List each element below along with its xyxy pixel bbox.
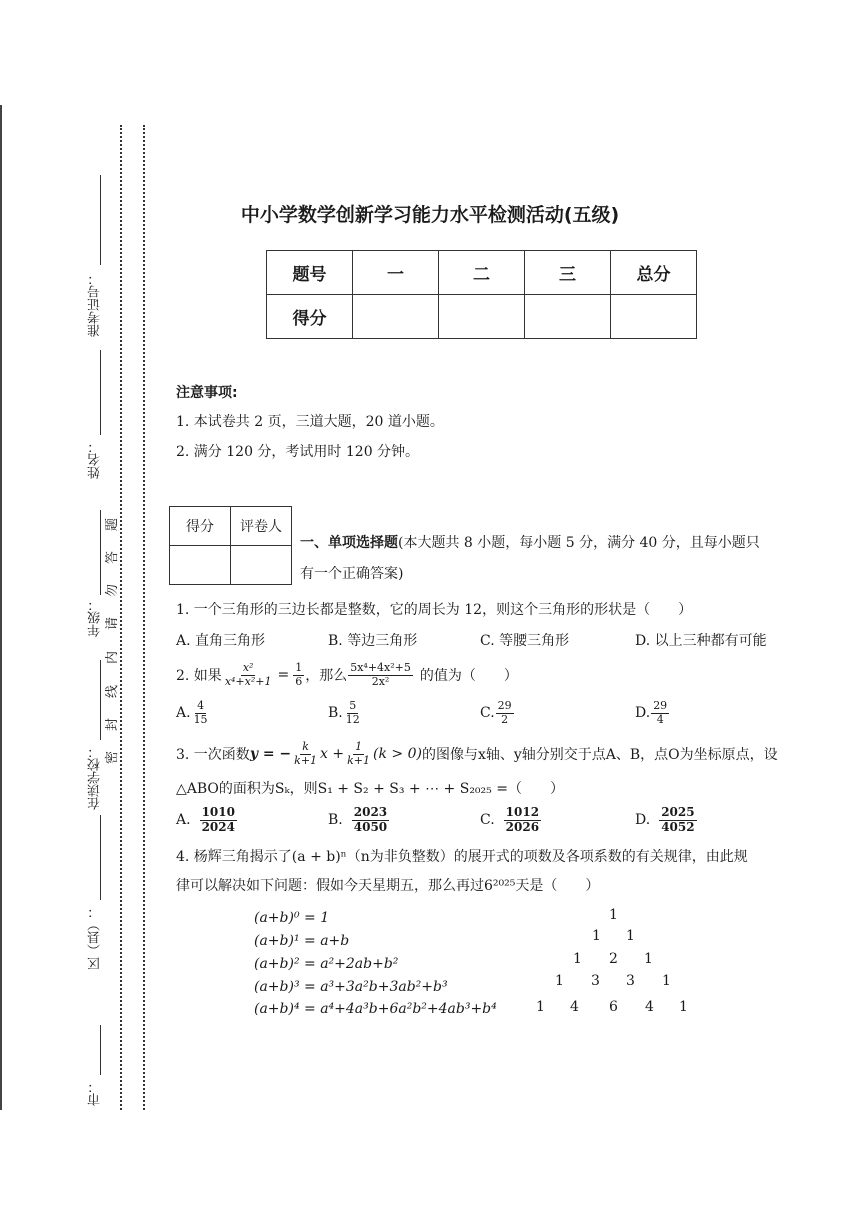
name-rule[interactable] (100, 350, 101, 435)
score-table (266, 250, 697, 339)
pascal-number: 4 (570, 999, 579, 1015)
q2-stem (176, 662, 518, 688)
score-input-cell[interactable] (439, 295, 525, 339)
pascal-number: 1 (573, 951, 582, 967)
grader-score-input[interactable] (170, 546, 231, 585)
seal-char: 内 (105, 650, 121, 665)
grader-score-label: 得分 (170, 507, 231, 546)
q3-option-c[interactable] (480, 806, 542, 835)
q1-option-d[interactable]: D. 以上三种都有可能 (635, 633, 767, 649)
fraction-numerator: 2025 (661, 805, 695, 819)
q2-option-d[interactable] (635, 700, 670, 726)
pascal-number: 1 (536, 999, 545, 1015)
fraction-denominator: 2026 (505, 819, 540, 834)
fraction-numerator: 1012 (505, 805, 540, 819)
score-table-cell: 题号 (267, 251, 353, 295)
pascal-number: 1 (626, 928, 635, 944)
q2-fraction-3 (348, 662, 413, 688)
fraction-numerator: 29 (497, 699, 512, 712)
score-table-cell: 二 (439, 251, 525, 295)
fraction-denominator: 4 (656, 712, 664, 726)
dotted-seal-line-2 (143, 125, 145, 1110)
option-fraction (659, 806, 696, 835)
q2-suffix: 的值为（ ） (419, 668, 518, 685)
q3-option-a[interactable] (176, 806, 238, 835)
fraction-denominator: x⁴+x²+1 (224, 674, 272, 688)
option-fraction (192, 700, 210, 726)
expansion-row: (a+b)³ = a³+3a²b+3ab²+b³ (254, 979, 448, 995)
district-rule[interactable] (100, 815, 101, 900)
seal-char: 线 (105, 684, 121, 699)
fraction-denominator: 2 (501, 712, 509, 726)
q3-func-b: x + (320, 746, 345, 763)
pascal-number: 3 (591, 973, 600, 989)
q3-option-b[interactable] (328, 806, 390, 835)
exam-id-label: 准考证号： (88, 272, 103, 337)
q2-fraction-1 (223, 662, 274, 688)
option-label: A. (176, 705, 191, 722)
fraction-denominator: 4052 (661, 819, 695, 834)
q3-line2: △ABO的面积为Sₖ，则S₁ + S₂ + S₃ + ⋯ + S₂₀₂₅ =（ ） (176, 781, 564, 797)
city-label: 市： (88, 1080, 103, 1106)
option-label: A. (176, 812, 191, 829)
fraction-numerator: 1 (355, 740, 363, 753)
section1-heading: 一、单项选择题 (300, 535, 398, 551)
fraction-numerator: 1010 (201, 805, 235, 819)
pascal-number: 4 (645, 999, 654, 1015)
score-table-cell: 三 (525, 251, 611, 295)
section1-desc: (本大题共 8 小题，每小题 5 分，满分 40 分，且每小题只 (398, 535, 760, 551)
fraction-numerator: 4 (197, 699, 205, 712)
city-rule[interactable] (100, 1025, 101, 1075)
option-fraction (651, 700, 669, 726)
option-fraction (504, 806, 541, 835)
seal-char: 密 (105, 750, 121, 765)
section1-desc-2: 有一个正确答案) (300, 566, 404, 582)
margin-line-left (0, 105, 2, 1110)
grader-table (169, 506, 292, 585)
q3-func-a: y = − (249, 746, 292, 763)
grader-name-input[interactable] (231, 546, 292, 585)
district-label: 区（县）： (88, 905, 103, 970)
option-label: C. (480, 812, 495, 829)
seal-char: 题 (105, 517, 121, 532)
option-fraction (200, 806, 237, 835)
q3-rest: 的图像与x轴、y轴分别交于点A、B，点O为坐标原点，设 (421, 747, 778, 764)
score-table-cell: 一 (353, 251, 439, 295)
fraction-numerator: 29 (653, 699, 668, 712)
grade-label: 年级： (88, 598, 103, 637)
fraction-numerator: x² (242, 661, 254, 674)
fraction-denominator: k+1 (294, 753, 318, 767)
option-label: D. (635, 812, 651, 829)
q2-option-b[interactable] (328, 700, 363, 726)
expansion-row: (a+b)¹ = a+b (254, 933, 350, 949)
q2-option-a[interactable] (176, 700, 211, 726)
grader-label: 评卷人 (231, 507, 292, 546)
q4-line2: 律可以解决如下问题：假如今天星期五，那么再过6²⁰²⁵天是（ ） (176, 878, 600, 894)
pascal-number: 1 (662, 973, 671, 989)
q3-fraction-c (345, 741, 372, 767)
fraction-denominator: 2024 (201, 819, 235, 834)
page-title: 中小学数学创新学习能力水平检测活动(五级) (240, 204, 620, 226)
score-input-cell[interactable] (525, 295, 611, 339)
score-row-label: 得分 (267, 295, 353, 339)
fraction-numerator: 5x⁴+4x²+5 (350, 661, 411, 674)
fraction-denominator: 2x² (371, 674, 390, 688)
seal-char: 请 (105, 616, 121, 631)
score-table-header-row (267, 251, 697, 295)
q1-option-c[interactable]: C. 等腰三角形 (480, 633, 570, 649)
fraction-denominator: k+1 (347, 753, 371, 767)
seal-char: 答 (105, 550, 121, 565)
q2-option-c[interactable] (480, 700, 515, 726)
pascal-number: 1 (555, 973, 564, 989)
q2-equals: = (277, 667, 290, 684)
q2-fraction-2 (293, 662, 304, 688)
q3-option-d[interactable] (635, 806, 698, 835)
expansion-row: (a+b)² = a²+2ab+b² (254, 956, 399, 972)
fraction-denominator: 12 (345, 712, 360, 726)
q1-option-a[interactable]: A. 直角三角形 (176, 633, 266, 649)
score-table-cell: 总分 (611, 251, 697, 295)
q4-line1: 4. 杨辉三角揭示了(a + b)ⁿ（n为非负整数）的展开式的项数及各项系数的有关规律，由此规 (176, 849, 748, 865)
pascal-number: 6 (609, 999, 618, 1015)
option-fraction (352, 806, 389, 835)
q2-mid: ，那么 (305, 668, 348, 685)
notes-item: 1. 本试卷共 2 页，三道大题，20 道小题。 (176, 414, 444, 430)
option-label: B. (328, 812, 343, 829)
dotted-seal-line (120, 125, 122, 1110)
q1-option-b[interactable]: B. 等边三角形 (328, 633, 418, 649)
seal-char: 勿 (105, 583, 121, 598)
option-label: C. (480, 705, 495, 722)
seal-char: 封 (105, 717, 121, 732)
q3-stem (176, 741, 778, 767)
notes-heading: 注意事项: (176, 385, 238, 401)
q3-fraction-k (292, 741, 319, 767)
fraction-numerator: k (302, 740, 309, 753)
notes-item: 2. 满分 120 分，考试用时 120 分钟。 (176, 444, 420, 460)
fraction-numerator: 5 (349, 699, 357, 712)
q3-prefix: 3. 一次函数 (176, 747, 250, 764)
expansion-row: (a+b)⁴ = a⁴+4a³b+6a²b²+4ab³+b⁴ (254, 1001, 497, 1017)
score-table-score-row (267, 295, 697, 339)
score-input-cell[interactable] (611, 295, 697, 339)
pascal-number: 1 (609, 907, 618, 923)
name-label: 姓名： (88, 440, 103, 479)
q3-func-c: (k > 0) (373, 746, 422, 763)
score-input-cell[interactable] (353, 295, 439, 339)
pascal-number: 1 (644, 951, 653, 967)
expansion-row: (a+b)⁰ = 1 (254, 910, 330, 926)
fraction-numerator: 1 (295, 661, 303, 674)
pascal-number: 3 (626, 973, 635, 989)
pascal-number: 1 (592, 928, 601, 944)
school-label: 在读学校： (88, 745, 103, 810)
option-label: B. (328, 705, 343, 722)
fraction-denominator: 4050 (353, 819, 388, 834)
fraction-denominator: 6 (295, 674, 303, 688)
option-fraction (496, 700, 514, 726)
option-label: D. (635, 705, 651, 722)
fraction-denominator: 15 (193, 712, 208, 726)
q2-prefix: 2. 如果 (176, 668, 222, 685)
section1-heading-line (300, 532, 760, 552)
q1-stem: 1. 一个三角形的三边长都是整数，它的周长为 12，则这个三角形的形状是（ ） (176, 602, 693, 618)
pascal-number: 2 (609, 951, 618, 967)
pascal-number: 1 (679, 999, 688, 1015)
option-fraction (344, 700, 362, 726)
fraction-numerator: 2023 (353, 805, 388, 819)
